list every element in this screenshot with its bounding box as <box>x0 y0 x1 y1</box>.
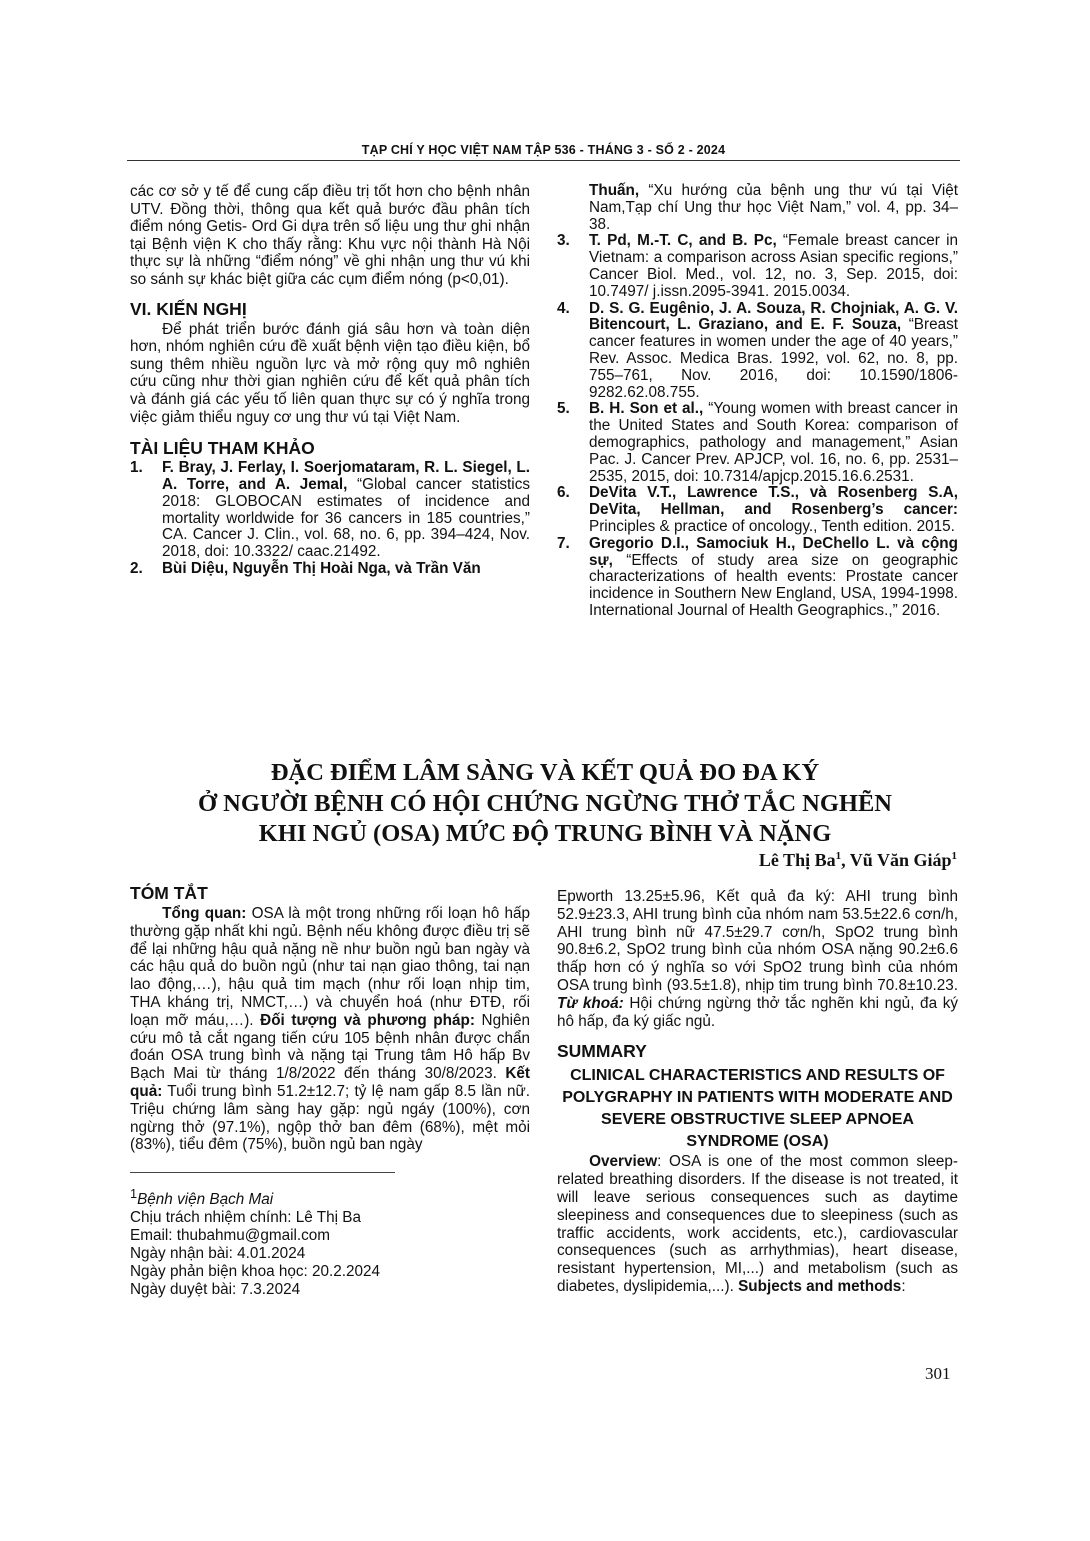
reference-text: Principles & practice of oncology., Tenth edition. 2015. <box>589 517 955 535</box>
journal-header: TẠP CHÍ Y HỌC VIỆT NAM TẬP 536 - THÁNG 3 - SỐ 2 - 2024 <box>361 143 726 157</box>
overview-text: : OSA is one of the most common sleep- related breathing disorders. If the disease is not treated, it will leave serious consequences such as daytime sleepiness and consequences due to sleepiness (such as traffic accidents, work accidents, etc.), cardiovascular consequences (such as arrhythmias), heart disease, resistant hypertension, MI,...) and metabolism (such as diabetes, dyslipidemia,...). <box>557 1153 958 1295</box>
reference-item <box>557 485 958 535</box>
article-title <box>150 758 940 850</box>
reference-text: “Effects of study area size on geographic characterizations of health events: Prostate cancer incidence in Southern New England, USA, 1994-1998. International Journal of Health Geographics.,” 2016. <box>589 551 958 619</box>
reference-authors: Gregorio D.I., Samociuk H., DeChello L. và cộng sự, <box>589 534 958 569</box>
reference-item <box>557 401 958 485</box>
summary-heading: SUMMARY <box>557 1041 647 1062</box>
title-line: Ở NGƯỜI BỆNH CÓ HỘI CHỨNG NGỪNG THỞ TẮC NGHẼN <box>198 789 892 817</box>
right-column-top <box>557 183 958 620</box>
affiliation-sup: 1 <box>130 1186 138 1202</box>
author-separator: , <box>841 850 850 870</box>
author-name: Lê Thị Ba <box>758 850 836 870</box>
abstract-heading: TÓM TẮT <box>130 883 208 903</box>
abstract-paragraph-continued <box>557 888 958 1030</box>
title-line: ĐẶC ĐIỂM LÂM SÀNG VÀ KẾT QUẢ ĐO ĐA KÝ <box>270 759 820 786</box>
author-name: Vũ Văn Giáp <box>849 850 952 870</box>
reference-authors: Bùi Diệu, Nguyễn Thị Hoài Nga, và Trần Văn <box>162 559 481 577</box>
reference-item <box>557 233 958 300</box>
references-heading: TÀI LIỆU THAM KHẢO <box>130 438 315 459</box>
reference-item <box>130 561 530 578</box>
reference-number: 7. <box>557 534 570 552</box>
methods-label: Subjects and methods <box>738 1277 902 1295</box>
recommend-paragraph: Để phát triển bước đánh giá sâu hơn và toàn diện hơn, nhóm nghiên cứu đề xuất bệnh viện tạo điều kiện, bổ sung thêm nhiều nguồn lực và mở rộng quy mô nghiên cứu cũng như thời gian nghiên cứu để kết quả phân tích và đánh giá các yếu tố liên quan thực sự có ý nghĩa trong việc giảm thiểu nguy cơ ung thư vú tại Việt Nam. <box>130 320 530 426</box>
reference-item <box>557 301 958 402</box>
methods-label: Đối tượng và phương pháp: <box>260 1011 475 1029</box>
reference-authors: Thuấn, <box>589 182 640 199</box>
title-line: KHI NGỦ (OSA) MỨC ĐỘ TRUNG BÌNH VÀ NẶNG <box>258 820 832 847</box>
left-column-top <box>130 183 530 578</box>
reference-authors: T. Pd, M.-T. C, and B. Pc, <box>589 232 777 250</box>
reference-authors: D. S. G. Eugênio, J. A. Souza, R. Chojniak, A. G. V. Bitencourt, L. Graziano, and E. F. Souza, <box>589 299 958 334</box>
email: Email: thubahmu@gmail.com <box>130 1227 331 1245</box>
reference-number: 6. <box>557 484 570 502</box>
reference-item <box>130 460 530 561</box>
reference-item-continued <box>557 183 958 233</box>
keywords-label: Từ khoá: <box>557 994 624 1012</box>
reference-item <box>557 536 958 620</box>
footnote-affiliation <box>130 1185 530 1209</box>
reference-number: 3. <box>557 232 570 250</box>
reference-text: “Young women with breast cancer in the United States and South Korea: comparison of demographics, pathology and management,” Asian Pac. J. Cancer Prev. APJCP, vol. 16, no. 6, pp. 2531–2535, 2015, doi: 10.7314/apjcp.2015.16.6.2531. <box>589 400 958 485</box>
reference-authors: DeVita V.T., Lawrence T.S., và Rosenberg S.A, DeVita, Hellman, and Rosenberg’s cancer: <box>589 484 958 519</box>
overview-label: Tổng quan: <box>162 905 247 922</box>
reference-text: “Xu hướng của bệnh ung thư vú tại Việt Nam,Tạp chí Ung thư học Việt Nam,” vol. 4, pp. 34–38. <box>589 182 958 233</box>
accepted-date: Ngày duyệt bài: 7.3.2024 <box>130 1281 301 1299</box>
reference-number: 4. <box>557 299 570 317</box>
footnote-divider <box>130 1172 395 1173</box>
reference-authors: B. H. Son et al., <box>589 400 704 418</box>
methods-text: Nghiên cứu mô tả cắt ngang tiến cứu 105 bệnh nhân được chẩn đoán OSA trung bình và nặng tại Trung tâm Hô hấp Bv Bạch Mai từ tháng 1/8/2022 đến tháng 30/8/2023. <box>130 1011 530 1083</box>
abstract-right-column <box>557 888 958 1296</box>
keywords-text: Hội chứng ngừng thở tắc nghẽn khi ngủ, đa ký hô hấp, đa ký giấc ngủ. <box>557 994 958 1030</box>
reference-text: “Female breast cancer in Vietnam: a comparison across Asian specific regions,” Cancer Biol. Med., vol. 12, no. 3, Sep. 2015, doi: 10.7497/ j.issn.2095-3941. 2015.0034. <box>589 232 959 300</box>
recommend-heading: VI. KIẾN NGHỊ <box>130 298 247 319</box>
results-text: Tuổi trung bình 51.2±12.7; tỷ lệ nam gấp 8.5 lần nữ. Triệu chứng lâm sàng hay gặp: ngủ ngáy (100%), cơn ngừng thở (97.1%), ngộp thở ban đêm (68%), mệt mỏi (83%), tiểu đêm (75%), buồn ngủ ban ngày <box>130 1082 530 1154</box>
affiliation-text: Bệnh viện Bạch Mai <box>137 1191 274 1209</box>
reference-number: 5. <box>557 400 570 418</box>
abstract-left-column <box>130 883 530 1299</box>
conclusion-paragraph: các cơ sở y tế để cung cấp điều trị tốt hơn cho bệnh nhân UTV. Đồng thời, thông qua kết quả bước đầu phân tích điểm nóng Getis- Ord Gi dựa trên số liệu ung thư ghi nhận tại Bệnh viện K cho thấy rằng: Khu vực nội thành Hà Nội thực sự là những “điểm nóng” về ghi nhận ung thư vú khi so sánh sự khác biệt giữa các cụm điểm nóng (p<0,01). <box>130 183 530 288</box>
reference-list-right <box>557 183 958 620</box>
overview-text: OSA là một trong những rối loạn hô hấp thường gặp nhất khi ngủ. Bệnh nếu không được điều trị sẽ để lại những hậu quả nặng nề như buồn ngủ ban ngày và các hậu quả do buồn ngủ (như tai nạn giao thông, tai nạn lao động,…), hậu quả tim mạch (như rối loạn nhịp tim, THA kháng trị, NMCT,…) và chuyển hoá (như ĐTĐ, rối loạn mỡ máu,…). <box>130 905 530 1029</box>
footnote <box>130 1185 530 1299</box>
reference-text: “Breast cancer features in women under the age of 40 years,” Rev. Assoc. Medica Bras. 1992, vol. 62, no. 8, pp. 755–761, Nov. 2016, doi: 10.1590/1806-9282.62.08.755. <box>589 316 959 401</box>
reference-list-left <box>130 460 530 578</box>
methods-text: : <box>901 1277 906 1295</box>
english-title: CLINICAL CHARACTERISTICS AND RESULTS OF POLYGRAPHY IN PATIENTS WITH MODERATE AND SEVERE OBSTRUCTIVE SLEEP APNOEA SYNDROME (OSA) <box>562 1067 953 1151</box>
reference-authors: F. Bray, J. Ferlay, I. Soerjomataram, R. L. Siegel, L. A. Torre, and A. Jemal, <box>162 459 530 493</box>
author-affiliation: 1 <box>951 850 957 862</box>
reference-number: 1. <box>130 459 143 477</box>
abstract-paragraph <box>130 905 530 1154</box>
reference-number: 2. <box>130 559 143 577</box>
author-list <box>759 850 957 871</box>
header-divider <box>127 160 960 161</box>
summary-paragraph <box>557 1153 958 1295</box>
author-affiliation: 1 <box>835 850 842 862</box>
reference-text: “Global cancer statistics 2018: GLOBOCAN estimates of incidence and mortality worldwide for 36 cancers in 185 countries,” CA. Cancer J. Clin., vol. 68, no. 6, pp. 394–424, Nov. 2018, doi: 10.3322/ caac.21492. <box>162 475 531 561</box>
received-date: Ngày nhận bài: 4.01.2024 <box>130 1245 306 1263</box>
page-number: 301 <box>925 1364 951 1383</box>
reviewed-date: Ngày phản biện khoa học: 20.2.2024 <box>130 1263 381 1281</box>
overview-label: Overview <box>589 1153 658 1171</box>
results-label: Kết quả: <box>130 1065 530 1100</box>
corresponding-author: Chịu trách nhiệm chính: Lê Thị Ba <box>130 1209 361 1227</box>
results-text-continued: Epworth 13.25±5.96, Kết quả đa ký: AHI trung bình 52.9±23.3, AHI trung bình của nhóm nam 53.5±22.6 cơn/h, AHI trung bình nữ 47.5±29.7 cơn/h, SpO2 trung bình 90.8±6.2, SpO2 trung bình của nhóm OSA nặng 90.2±6.6 thấp hơn có ý nghĩa so với SpO2 trung bình của nhóm OSA trung bình (93.5±1.8), nhịp tim trung bình 70.8±10.23. <box>557 888 958 994</box>
